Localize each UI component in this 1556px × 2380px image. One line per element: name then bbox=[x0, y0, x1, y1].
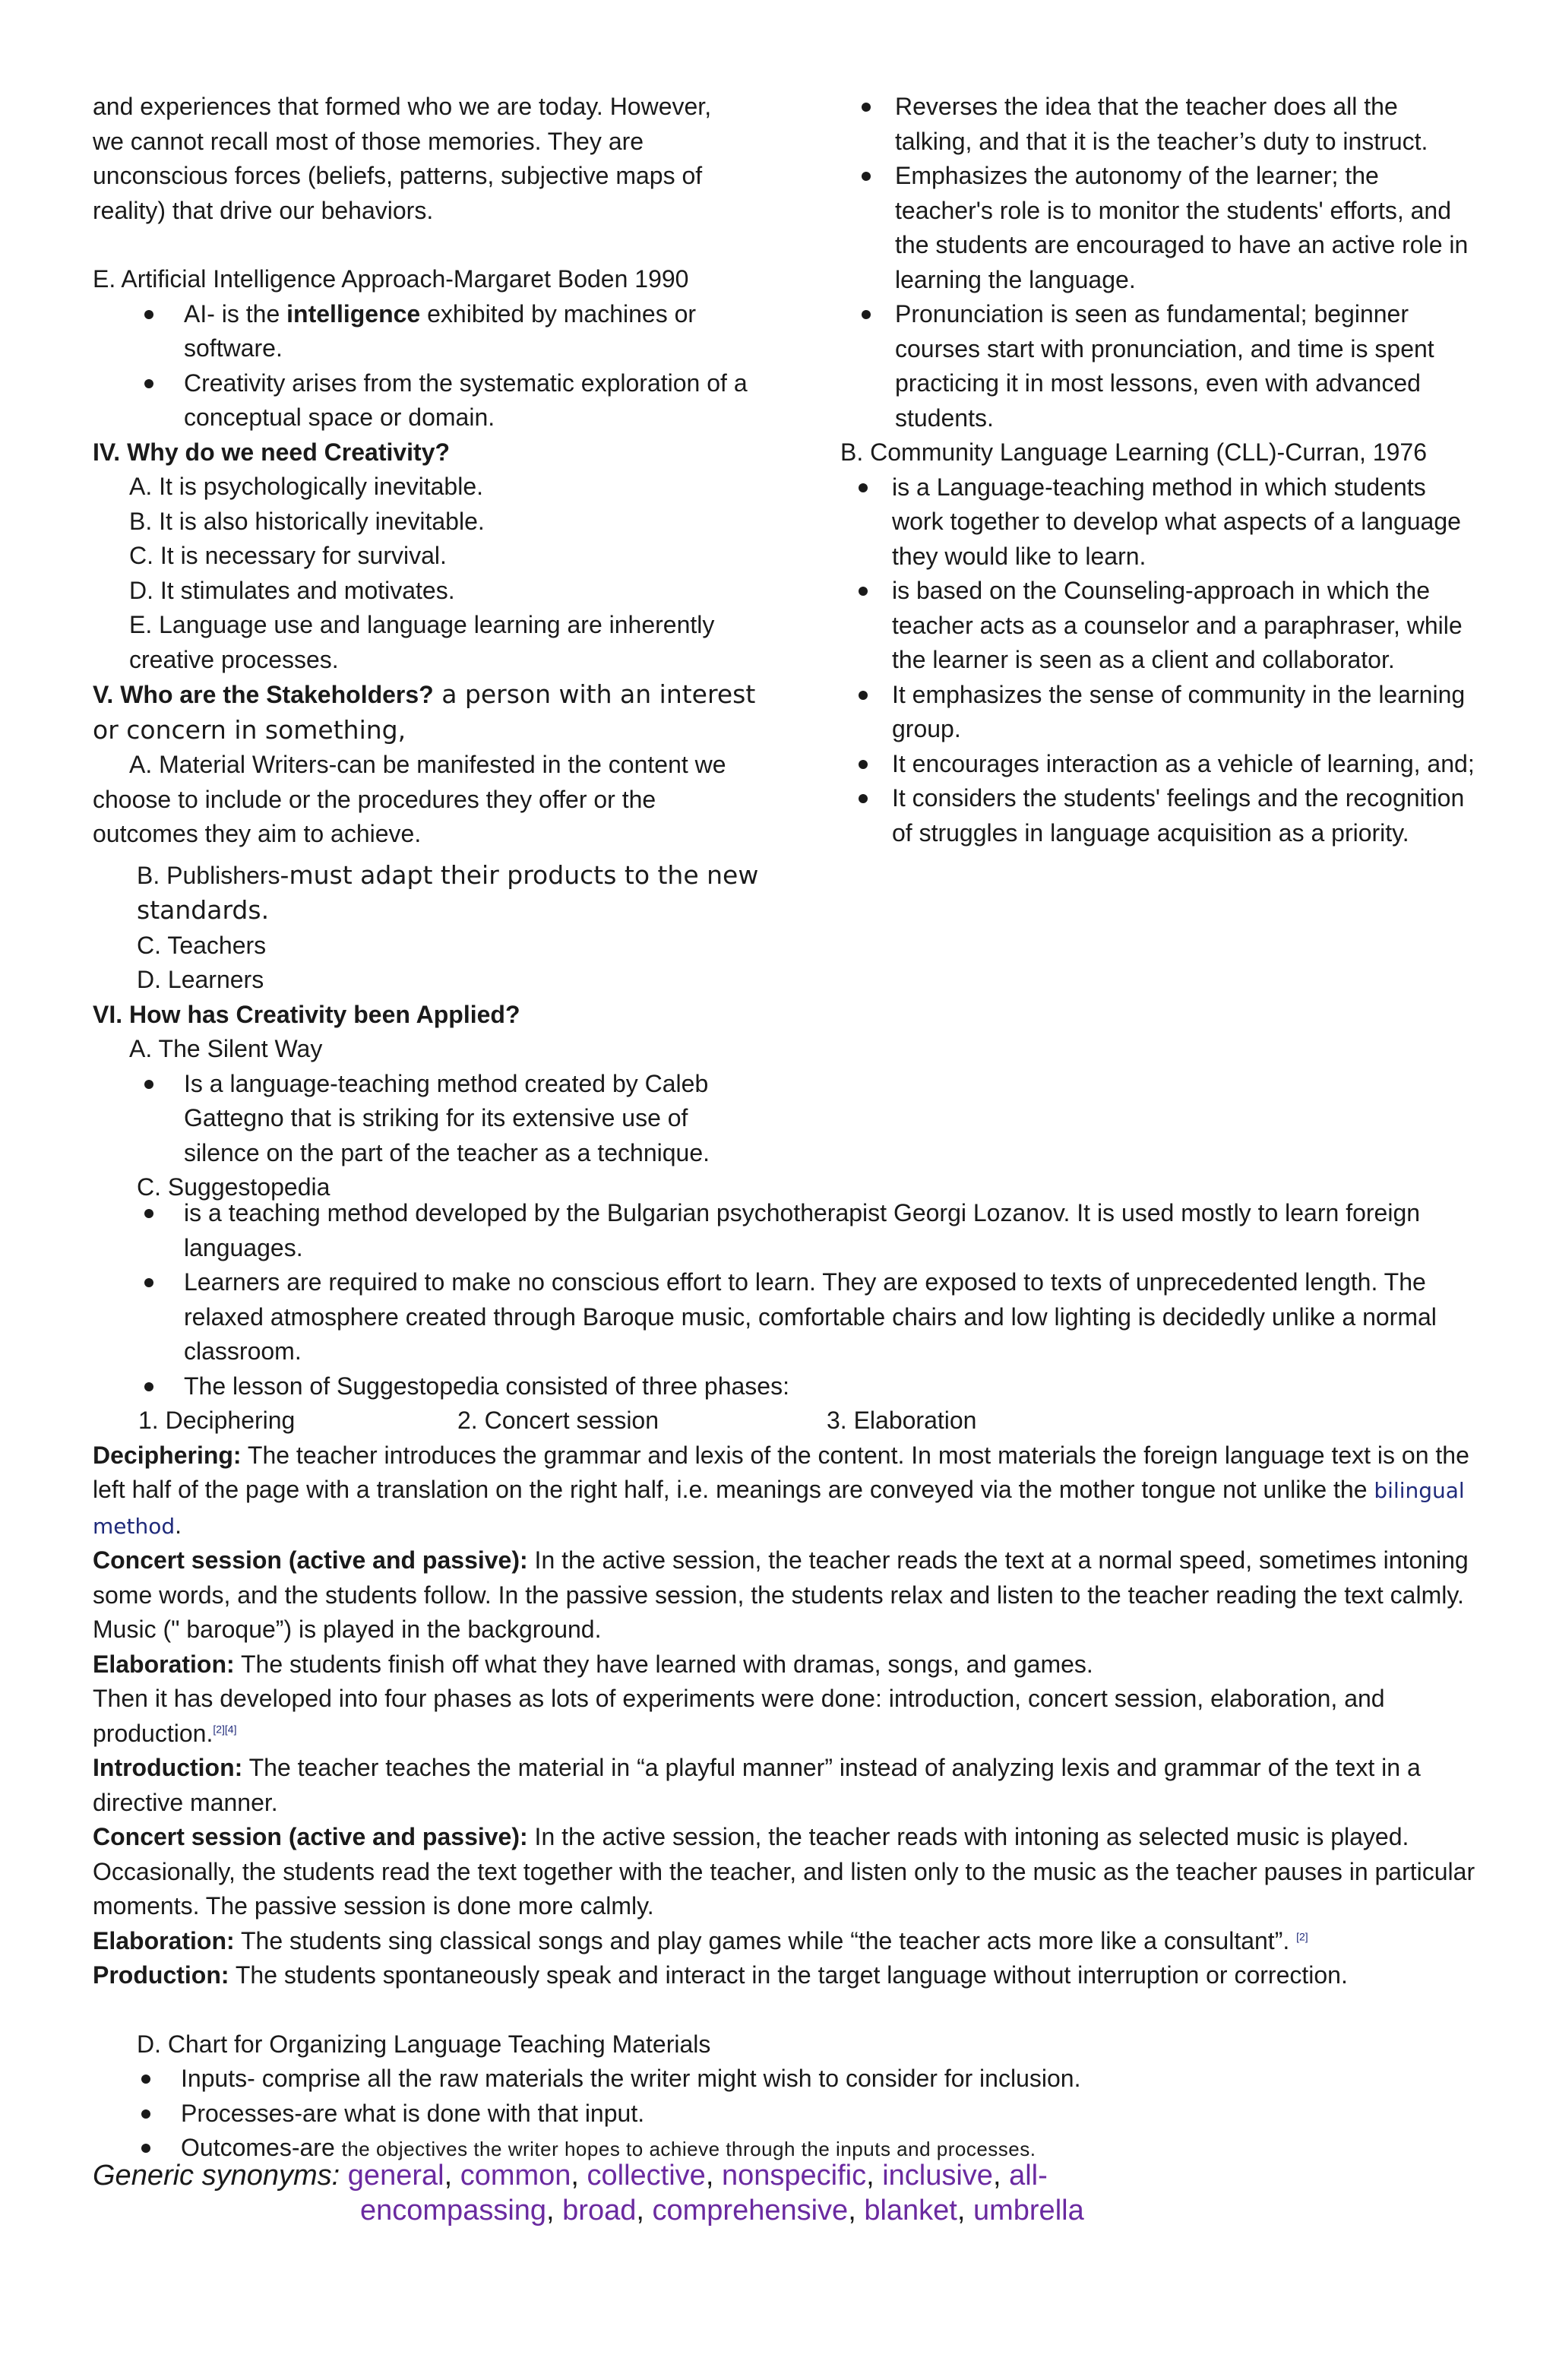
separator: , bbox=[957, 2195, 966, 2227]
production-label: Production: bbox=[93, 1961, 229, 1989]
section-v-heading bbox=[93, 677, 761, 748]
cll-bullet-2: is based on the Counseling-approach in which the teacher acts as a counselor and a paraphraser, while the learner is seen as a client and collaborator. bbox=[846, 574, 1479, 678]
section-iv-heading: IV. Why do we need Creativity? bbox=[93, 438, 451, 466]
deciphering-paragraph bbox=[93, 1438, 1475, 1544]
full-width-section bbox=[93, 1196, 1475, 2167]
silent-way-list bbox=[93, 1067, 761, 1171]
citation-ref[interactable]: [2] bbox=[1296, 1929, 1308, 1942]
separator: , bbox=[992, 2160, 1001, 2192]
synonym-word[interactable]: inclusive bbox=[882, 2160, 993, 2192]
synonyms-line-2 bbox=[93, 2193, 1084, 2228]
processes-bullet: Processes-are what is done with that input. bbox=[90, 2097, 1475, 2132]
section-v-definition: a person with an interest or concern in something, bbox=[93, 679, 756, 745]
section-e-heading: E. Artificial Intelligence Approach-Margaret Boden 1990 bbox=[93, 265, 689, 293]
section-iv-item-e: E. Language use and language learning are inherently creative processes. bbox=[129, 611, 715, 673]
left-column bbox=[93, 90, 761, 1205]
feature-bullet-1: Reverses the idea that the teacher does all the talking, and that it is the teacher’s duty to instruct. bbox=[849, 90, 1479, 159]
section-d-heading: D. Chart for Organizing Language Teaching Materials bbox=[137, 2030, 711, 2058]
feature-bullet-2: Emphasizes the autonomy of the learner; the teacher's role is to monitor the students' efforts, and the students are encouraged to have an active role in learning the language. bbox=[849, 159, 1479, 297]
section-iv-item-c: C. It is necessary for survival. bbox=[129, 542, 447, 569]
section-v-item-b bbox=[93, 858, 761, 929]
separator: , bbox=[848, 2195, 856, 2227]
synonyms-label: Generic synonyms: bbox=[93, 2160, 340, 2192]
elaboration-text: The students finish off what they have learned with dramas, songs, and games. bbox=[234, 1650, 1093, 1678]
synonym-word[interactable]: blanket bbox=[864, 2195, 957, 2227]
publishers-label: B. Publishers bbox=[137, 861, 280, 889]
intro-line-4: reality) that drive our behaviors. bbox=[93, 196, 434, 224]
spacer bbox=[93, 1993, 1475, 2027]
developed-text: Then it has developed into four phases as lots of experiments were done: introduction, concert session, elaboration, and production. bbox=[93, 1685, 1385, 1747]
concert-label: Concert session (active and passive): bbox=[93, 1546, 528, 1574]
synonym-word[interactable]: broad bbox=[562, 2195, 637, 2227]
period: . bbox=[175, 1511, 182, 1539]
section-vi-heading: VI. How has Creativity been Applied? bbox=[93, 1000, 520, 1028]
intro-line-1: and experiences that formed who we are today. However, bbox=[93, 93, 712, 120]
synonym-word[interactable]: umbrella bbox=[972, 2195, 1084, 2227]
cll-list bbox=[840, 470, 1479, 851]
generic-synonyms bbox=[93, 2158, 1084, 2228]
bullet-text: exhibited by machines or software. bbox=[184, 299, 697, 362]
deciphering-text: The teacher introduces the grammar and lexis of the content. In most materials the foreign language text is on the left half of the page with a translation on the right half, i.e. meanings are conveyed via the mother tongue not unlike the bbox=[93, 1441, 1469, 1503]
synonym-word[interactable]: encompassing bbox=[360, 2195, 547, 2227]
silent-way-features bbox=[840, 90, 1479, 435]
phase-2: 2. Concert session bbox=[457, 1407, 659, 1434]
elaboration-label: Elaboration: bbox=[93, 1926, 235, 1954]
inputs-bullet: Inputs- comprise all the raw materials the writer might wish to consider for inclusion. bbox=[90, 2062, 1475, 2097]
intro-line-2: we cannot recall most of those memories. They are bbox=[93, 127, 644, 155]
synonym-word[interactable]: general bbox=[347, 2160, 444, 2192]
silent-way-bullet: Is a language-teaching method created by Caleb Gattegno that is striking for its extensive use of silence on the part of the teacher as a technique. bbox=[93, 1067, 761, 1171]
section-iv-item-d: D. It stimulates and motivates. bbox=[129, 576, 455, 604]
cll-bullet-1: is a Language-teaching method in which students work together to develop what aspects of a language they would like to learn. bbox=[846, 470, 1479, 574]
phase-1: 1. Deciphering bbox=[138, 1407, 296, 1434]
synonym-word[interactable]: nonspecific bbox=[721, 2160, 867, 2192]
production-paragraph bbox=[93, 1958, 1475, 1993]
concert-paragraph-2 bbox=[93, 1820, 1475, 1924]
concert-paragraph-1 bbox=[93, 1543, 1475, 1647]
production-text: The students spontaneously speak and interact in the target language without interruption or correction. bbox=[229, 1961, 1348, 1989]
elaboration-paragraph-1 bbox=[93, 1647, 1475, 1682]
bullet-bold-term: intelligence bbox=[286, 299, 421, 328]
section-v-item-c: C. Teachers bbox=[137, 931, 267, 959]
section-v-item-a: A. Material Writers-can be manifested in the content we choose to include or the procedures they offer or the outcomes they aim to achieve. bbox=[93, 751, 726, 847]
separator: , bbox=[866, 2160, 874, 2192]
elaboration-paragraph-2 bbox=[93, 1924, 1475, 1959]
publishers-text: -must adapt their products to the new standards. bbox=[137, 859, 759, 925]
separator: , bbox=[444, 2160, 453, 2192]
outcomes-text: the objectives the writer hopes to achieve through the inputs and processes. bbox=[341, 2138, 1036, 2160]
concert-label: Concert session (active and passive): bbox=[93, 1823, 528, 1850]
separator: , bbox=[571, 2160, 579, 2192]
introduction-paragraph bbox=[93, 1751, 1475, 1820]
section-e-list bbox=[93, 297, 761, 435]
elaboration-text: The students sing classical songs and play games while “the teacher acts more like a consultant”. bbox=[234, 1926, 1290, 1954]
deciphering-label: Deciphering: bbox=[93, 1441, 242, 1469]
section-e-bullet-2: Creativity arises from the systematic exploration of a conceptual space or domain. bbox=[93, 366, 761, 435]
concert-text: In the active session, the teacher reads with intoning as selected music is played. Occasionally, the students read the text together with the teacher, and listen only to the music as the teacher pauses in particular moments. The passive session is done more calmly. bbox=[93, 1823, 1475, 1920]
chart-list bbox=[90, 2062, 1475, 2167]
section-iv-item-b: B. It is also historically inevitable. bbox=[129, 507, 485, 535]
section-v-item-d: D. Learners bbox=[137, 966, 264, 993]
outcomes-label: Outcomes-are bbox=[181, 2134, 342, 2161]
elaboration-label: Elaboration: bbox=[93, 1650, 235, 1678]
separator: , bbox=[705, 2160, 714, 2192]
separator: , bbox=[636, 2195, 644, 2227]
section-iv-item-a: A. It is psychologically inevitable. bbox=[129, 473, 483, 500]
separator: , bbox=[546, 2195, 555, 2227]
right-column bbox=[840, 90, 1479, 850]
spacer bbox=[93, 228, 761, 262]
phase-3: 3. Elaboration bbox=[827, 1407, 977, 1434]
introduction-text: The teacher teaches the material in “a playful manner” instead of analyzing lexis and grammar of the text in a directive manner. bbox=[93, 1754, 1421, 1816]
suggestopedia-list bbox=[93, 1196, 1475, 1404]
synonyms-line-1 bbox=[93, 2158, 1084, 2193]
bilingual-method-link[interactable]: bilingual method bbox=[93, 1478, 1465, 1539]
section-v-title: V. Who are the Stakeholders? bbox=[93, 681, 434, 708]
synonym-word[interactable]: comprehensive bbox=[652, 2195, 849, 2227]
sugg-bullet-3: The lesson of Suggestopedia consisted of three phases: bbox=[93, 1369, 1475, 1404]
cll-bullet-3: It emphasizes the sense of community in the learning group. bbox=[846, 678, 1479, 747]
citation-ref[interactable]: [2][4] bbox=[213, 1722, 237, 1735]
synonym-word[interactable]: all- bbox=[1009, 2160, 1048, 2192]
concert-text: In the active session, the teacher reads the text at a normal speed, sometimes intoning some words, and the students follow. In the passive session, the students relax and listen to the teacher reading the text calmly. Music (" baroque”) is played in the background. bbox=[93, 1546, 1469, 1643]
feature-bullet-3: Pronunciation is seen as fundamental; beginner courses start with pronunciation, and time is spent practicing it in most lessons, even with advanced students. bbox=[849, 297, 1479, 435]
sugg-bullet-2: Learners are required to make no conscious effort to learn. They are exposed to texts of unprecedented length. The relaxed atmosphere created through Baroque music, comfortable chairs and low lighting is decidedly unlike a normal classroom. bbox=[93, 1265, 1475, 1369]
section-e-bullet-1 bbox=[93, 297, 761, 366]
phases-row bbox=[93, 1404, 1475, 1438]
cll-bullet-5: It considers the students' feelings and the recognition of struggles in language acquisition as a priority. bbox=[846, 781, 1479, 850]
cll-heading: B. Community Language Learning (CLL)-Curran, 1976 bbox=[840, 438, 1427, 466]
section-vi-item-c: C. Suggestopedia bbox=[137, 1173, 330, 1201]
introduction-label: Introduction: bbox=[93, 1754, 243, 1781]
sugg-bullet-1: is a teaching method developed by the Bulgarian psychotherapist Georgi Lozanov. It is used mostly to learn foreign languages. bbox=[93, 1196, 1475, 1265]
section-vi-item-a: A. The Silent Way bbox=[129, 1035, 323, 1062]
intro-line-3: unconscious forces (beliefs, patterns, subjective maps of bbox=[93, 162, 703, 189]
synonym-word[interactable]: common bbox=[460, 2160, 571, 2192]
bullet-text: AI- is the bbox=[184, 299, 287, 328]
developed-paragraph bbox=[93, 1682, 1475, 1751]
cll-bullet-4: It encourages interaction as a vehicle of learning, and; bbox=[846, 747, 1479, 782]
synonym-word[interactable]: collective bbox=[587, 2160, 706, 2192]
